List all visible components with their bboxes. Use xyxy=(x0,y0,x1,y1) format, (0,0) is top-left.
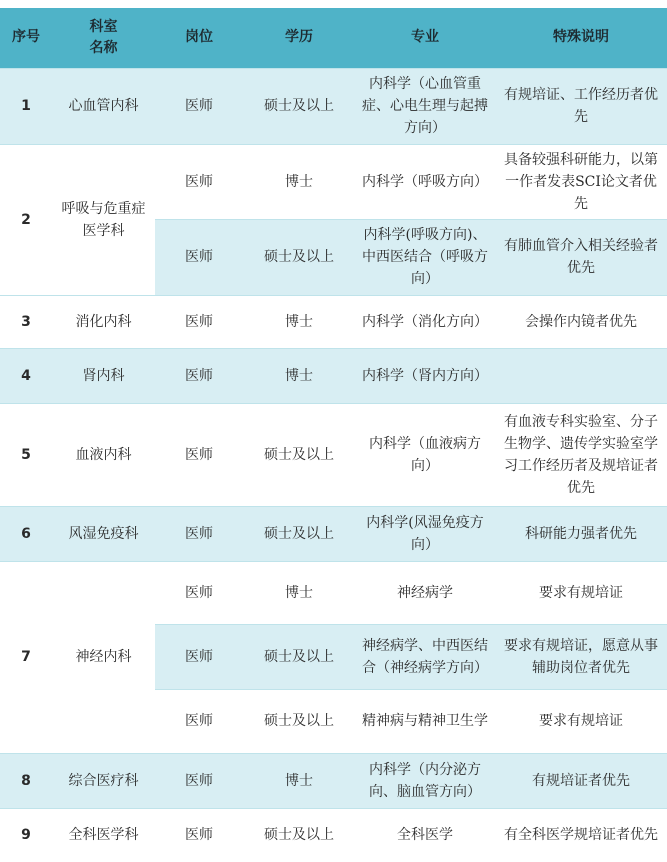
row-edu: 硕士及以上 xyxy=(264,827,334,844)
row-note: 会操作内镜者优先 xyxy=(525,313,637,330)
row-edu: 硕士及以上 xyxy=(264,446,334,463)
row-note: 具备较强科研能力，以第一作者发表SCI论文者优先 xyxy=(504,151,658,212)
table-row xyxy=(0,144,667,219)
row-note: 有规培证、工作经历者优先 xyxy=(495,68,667,144)
row-no: 6 xyxy=(0,506,52,561)
table-row xyxy=(0,403,667,506)
row-edu: 博士 xyxy=(285,313,313,330)
header-dept-line1: 科室 xyxy=(89,18,118,35)
row-post: 医师 xyxy=(185,713,213,729)
row-edu: 博士 xyxy=(243,348,355,403)
header-post: 岗位 xyxy=(155,8,243,68)
header-edu: 学历 xyxy=(243,8,355,68)
row-note: 有血液专科实验室、分子生物学、遗传学实验室学习工作经历者及规培证者优先 xyxy=(504,413,658,496)
row-dept: 心血管内科 xyxy=(52,68,155,144)
row-major: 精神病与精神卫生学 xyxy=(362,713,488,729)
row-post: 医师 xyxy=(155,219,243,295)
row-dept: 神经内科 xyxy=(75,649,132,665)
header-dept xyxy=(52,8,155,68)
table-row xyxy=(0,68,667,144)
row-major: 内科学（心血管重症、心电生理与起搏方向） xyxy=(355,68,495,144)
header-dept-line2: 名称 xyxy=(89,39,118,56)
row-major: 内科学(呼吸方向)、中西医结合（呼吸方向） xyxy=(355,219,495,295)
row-note: 要求有规培证 xyxy=(539,584,623,601)
table-header-row xyxy=(0,8,667,68)
row-note: 科研能力强者优先 xyxy=(495,506,667,561)
row-major: 全科医学 xyxy=(397,827,453,844)
row-no: 7 xyxy=(21,649,31,665)
row-dept: 血液内科 xyxy=(75,446,132,463)
row-no: 9 xyxy=(21,827,31,844)
row-post: 医师 xyxy=(185,173,213,190)
row-edu: 博士 xyxy=(285,584,313,601)
row-major: 内科学（呼吸方向） xyxy=(362,173,488,190)
row-major: 内科学（血液病方向） xyxy=(369,435,481,474)
row-note: 有规培证者优先 xyxy=(495,753,667,808)
row-dept: 综合医疗科 xyxy=(52,753,155,808)
row-edu: 博士 xyxy=(285,173,313,190)
row-dept: 肾内科 xyxy=(52,348,155,403)
table-row xyxy=(0,295,667,348)
row-post: 医师 xyxy=(155,506,243,561)
row-major: 内科学(风湿免疫方向） xyxy=(355,506,495,561)
table-row xyxy=(0,753,667,808)
header-major: 专业 xyxy=(355,8,495,68)
row-post: 医师 xyxy=(185,584,213,601)
row-no: 2 xyxy=(21,211,31,228)
row-dept: 全科医学科 xyxy=(68,827,139,844)
row-no: 8 xyxy=(0,753,52,808)
row-no: 3 xyxy=(21,313,31,330)
row-edu: 硕士及以上 xyxy=(264,713,334,729)
row-major: 神经病学、中西医结合（神经病学方向） xyxy=(355,624,495,689)
row-post: 医师 xyxy=(155,753,243,808)
row-major: 内科学（消化方向） xyxy=(362,313,488,330)
row-major: 内科学（内分泌方向、脑血管方向） xyxy=(355,753,495,808)
row-major: 神经病学 xyxy=(397,584,453,601)
row-post: 医师 xyxy=(185,446,213,463)
row-post: 医师 xyxy=(155,624,243,689)
table-row xyxy=(0,561,667,624)
row-dept: 风湿免疫科 xyxy=(52,506,155,561)
row-dept: 呼吸与危重症医学科 xyxy=(61,200,146,239)
header-no: 序号 xyxy=(0,8,52,68)
row-note: 有肺血管介入相关经验者优先 xyxy=(495,219,667,295)
header-note: 特殊说明 xyxy=(495,8,667,68)
row-edu: 硕士及以上 xyxy=(243,506,355,561)
row-note: 要求有规培证，愿意从事辅助岗位者优先 xyxy=(495,624,667,689)
row-no: 1 xyxy=(0,68,52,144)
table-row xyxy=(0,506,667,561)
table-row xyxy=(0,348,667,403)
recruitment-table xyxy=(0,8,667,862)
row-note xyxy=(495,348,667,403)
row-edu: 博士 xyxy=(243,753,355,808)
row-post: 医师 xyxy=(155,348,243,403)
row-edu: 硕士及以上 xyxy=(243,68,355,144)
row-note: 有全科医学规培证者优先 xyxy=(504,827,658,844)
table-row xyxy=(0,808,667,862)
row-edu: 硕士及以上 xyxy=(243,624,355,689)
row-note: 要求有规培证 xyxy=(539,713,623,729)
row-no: 5 xyxy=(21,446,31,463)
row-post: 医师 xyxy=(155,68,243,144)
row-no: 4 xyxy=(0,348,52,403)
row-post: 医师 xyxy=(185,313,213,330)
row-post: 医师 xyxy=(185,827,213,844)
row-edu: 硕士及以上 xyxy=(243,219,355,295)
row-major: 内科学（肾内方向） xyxy=(355,348,495,403)
row-dept: 消化内科 xyxy=(75,313,132,330)
